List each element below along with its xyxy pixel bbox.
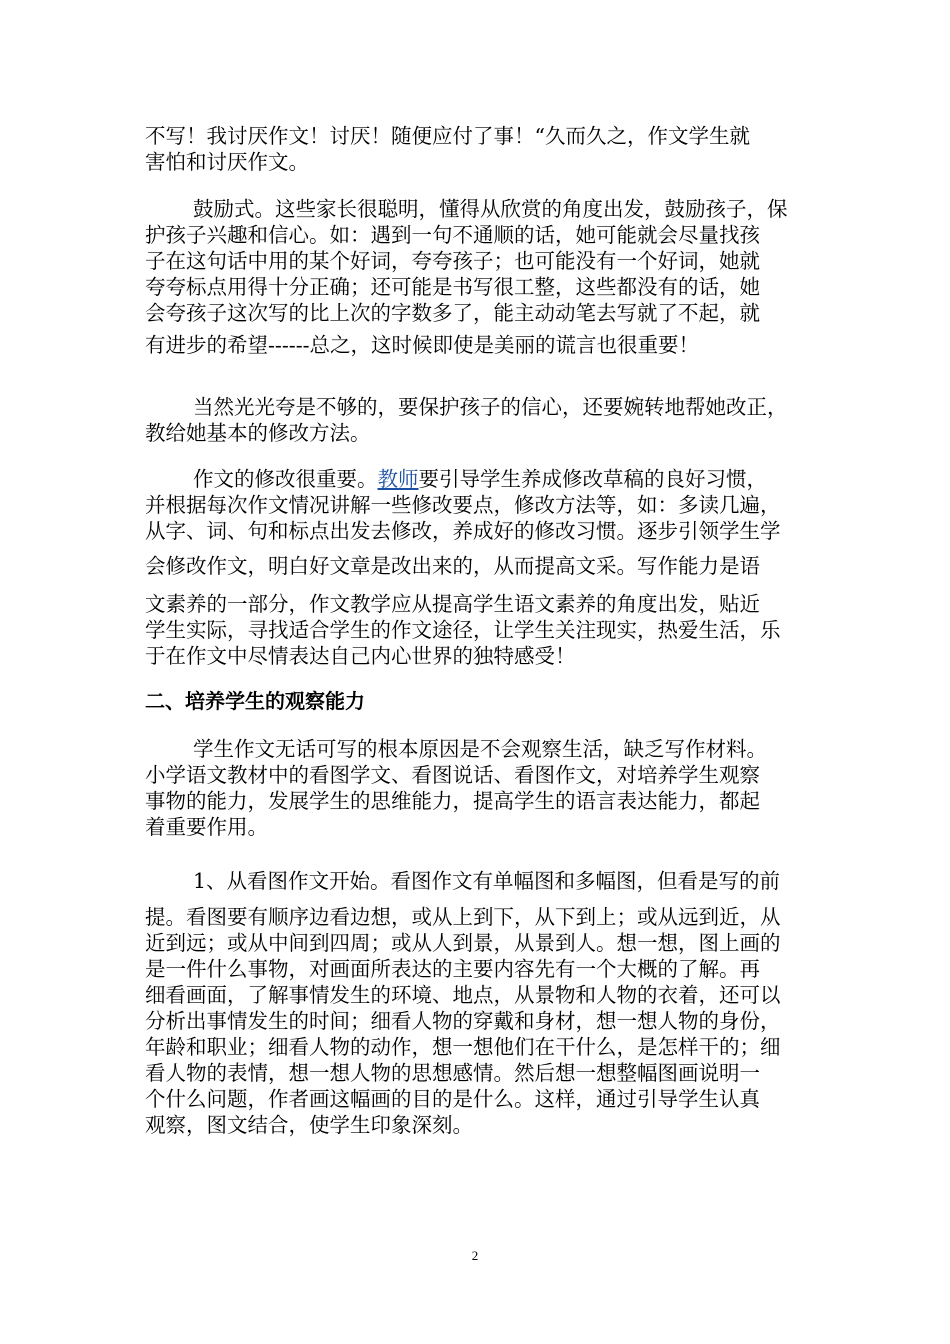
text-line: 会修改作文，明白好文章是改出来的，从而提高文采。写作能力是语 <box>145 554 760 578</box>
text-line: 不写！我讨厌作文！讨厌！随便应付了事！“久而久之，作文学生就 <box>145 124 750 148</box>
text-span: 要引导学生养成修改草稿的良好习惯， <box>418 467 767 491</box>
text-line: 并根据每次作文情况讲解一些修改要点，修改方法等，如：多读几遍， <box>145 493 781 517</box>
text-line: 着重要作用。 <box>145 815 268 839</box>
text-line: 夸夸标点用得十分正确；还可能是书写很工整，这些都没有的话，她 <box>145 275 760 299</box>
text-line: 1、从看图作文开始。看图作文有单幅图和多幅图，但看是写的前 <box>193 869 781 893</box>
text-line: 子在这句话中用的某个好词，夸夸孩子；也可能没有一个好词，她就 <box>145 249 760 273</box>
text-line: 分析出事情发生的时间；细看人物的穿戴和身材，想一想人物的身份， <box>145 1009 781 1033</box>
page-number: 2 <box>471 1248 479 1263</box>
text-line: 看人物的表情，想一想人物的思想感情。然后想一想整幅图画说明一 <box>145 1061 760 1085</box>
text-line: 个什么问题，作者画这幅画的目的是什么。这样，通过引导学生认真 <box>145 1087 760 1111</box>
text-span: 作文的修改很重要。 <box>193 467 378 491</box>
text-line: 学生作文无话可写的根本原因是不会观察生活，缺乏写作材料。 <box>193 737 767 761</box>
text-line: 教给她基本的修改方法。 <box>145 421 371 445</box>
text-line: 护孩子兴趣和信心。如：遇到一句不通顺的话，她可能就会尽量找孩 <box>145 223 760 247</box>
text-line: 细看画面，了解事情发生的环境、地点，从景物和人物的衣着，还可以 <box>145 983 781 1007</box>
teacher-link[interactable]: 教师 <box>377 467 419 491</box>
text-line: 文素养的一部分，作文教学应从提高学生语文素养的角度出发，贴近 <box>145 592 760 616</box>
text-line: 事物的能力，发展学生的思维能力，提高学生的语言表达能力，都起 <box>145 789 760 813</box>
text-line: 有进步的希望------总之，这时候即使是美丽的谎言也很重要！ <box>145 333 700 357</box>
text-line: 害怕和讨厌作文。 <box>145 150 309 174</box>
text-line: 会夸孩子这次写的比上次的字数多了，能主动动笔去写就了不起，就 <box>145 301 760 325</box>
text-line <box>193 466 767 492</box>
text-line: 小学语文教材中的看图学文、看图说话、看图作文，对培养学生观察 <box>145 763 760 787</box>
text-line: 从字、词、句和标点出发去修改，养成好的修改习惯。逐步引领学生学 <box>145 519 781 543</box>
text-line: 观察，图文结合，使学生印象深刻。 <box>145 1113 473 1137</box>
text-line: 鼓励式。这些家长很聪明，懂得从欣赏的角度出发，鼓励孩子，保 <box>193 197 788 221</box>
text-line: 提。看图要有顺序边看边想，或从上到下，从下到上；或从远到近，从 <box>145 905 781 929</box>
text-line: 于在作文中尽情表达自己内心世界的独特感受！ <box>145 644 576 668</box>
text-line: 当然光光夸是不够的，要保护孩子的信心，还要婉转地帮她改正， <box>193 395 788 419</box>
text-line: 近到远；或从中间到四周；或从人到景，从景到人。想一想，图上画的 <box>145 931 781 955</box>
section-heading: 二、培养学生的观察能力 <box>145 689 365 713</box>
text-line: 是一件什么事物，对画面所表达的主要内容先有一个大概的了解。再 <box>145 957 760 981</box>
text-line: 学生实际，寻找适合学生的作文途径，让学生关注现实，热爱生活，乐 <box>145 618 781 642</box>
text-line: 年龄和职业；细看人物的动作，想一想他们在干什么，是怎样干的；细 <box>145 1035 781 1059</box>
